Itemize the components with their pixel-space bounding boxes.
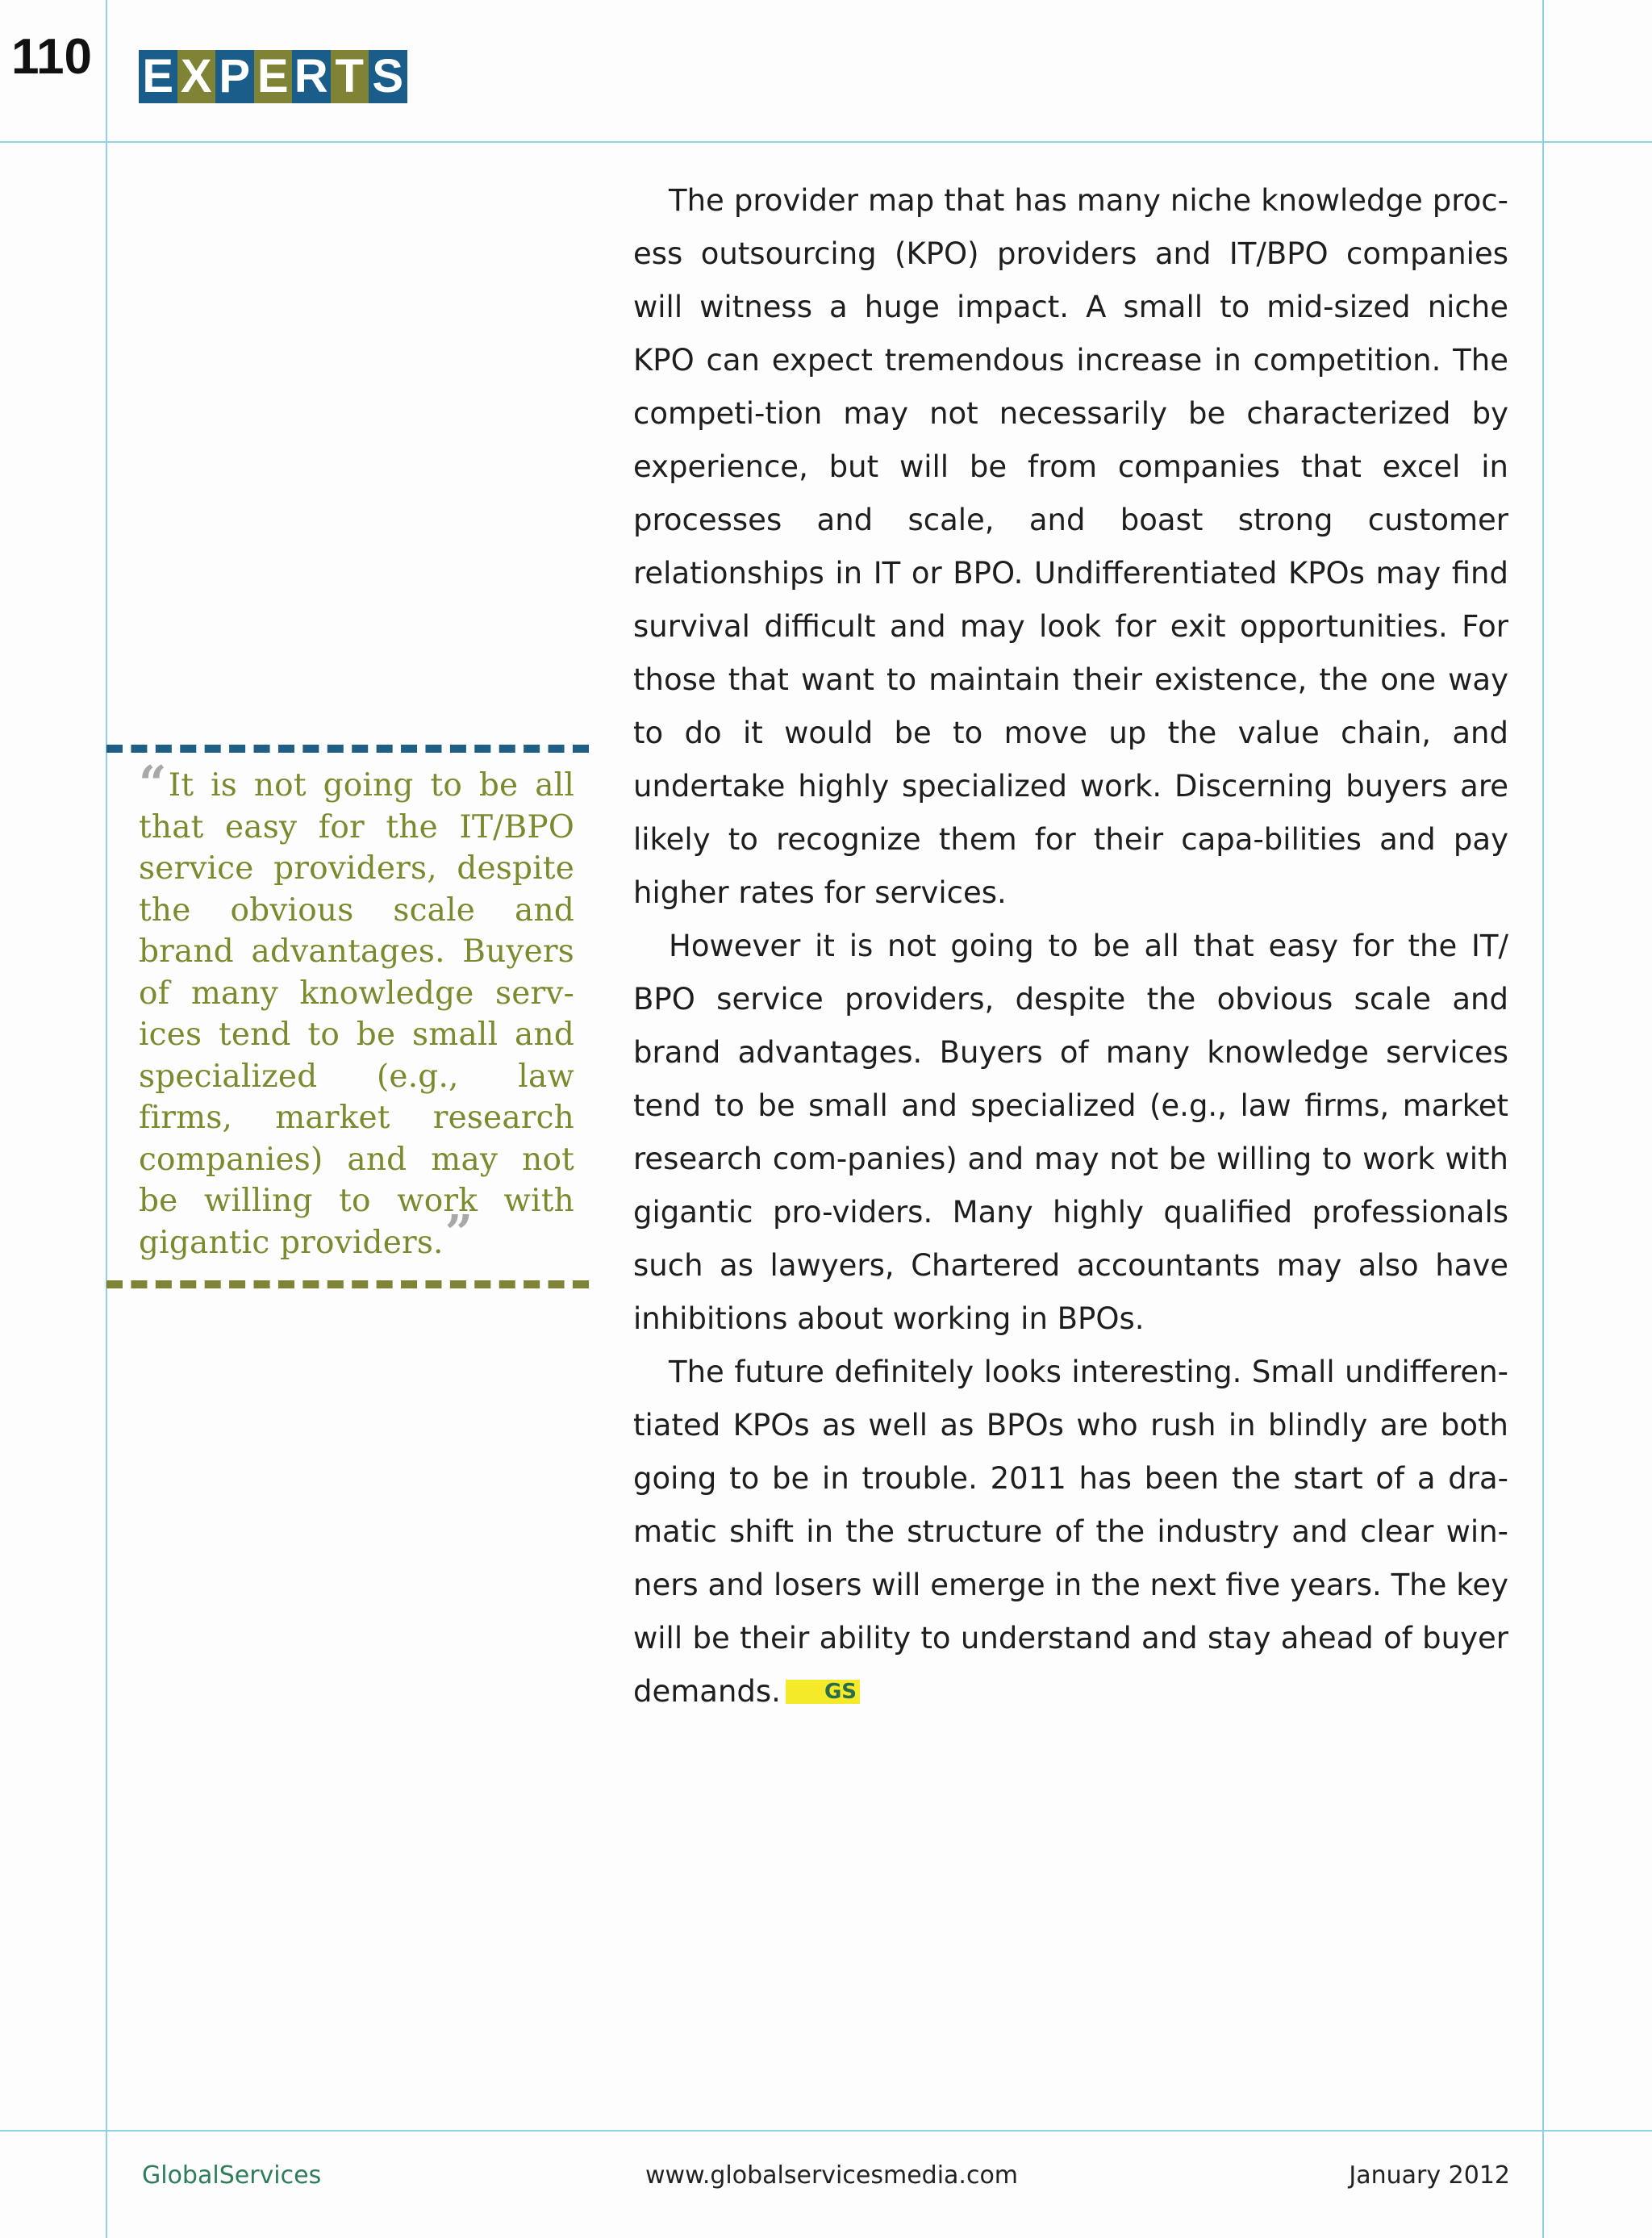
close-quote-mark: ” [444,1205,473,1262]
banner-letter: T [331,50,369,103]
banner-letter: E [139,50,177,103]
footer-date: January 2012 [1349,2161,1510,2190]
article-paragraph: The provider map that has many niche knowledge proc-ess outsourcing (KPO) providers and IT/BPO companies will witness a huge impact. A small to mid-sized niche KPO can expect tremendous increase in competition. The competi-tion may not necessarily be characterized by experience, but will be from companies that excel in processes and scale, and boast strong customer relationships in IT or BPO. Undifferentiated KPOs may find survival difficult and may look for exit opportunities. For those that want to maintain their existence, the one way to do it would be to move up the value chain, and undertake highly specialized work. Discerning buyers are likely to recognize them for their capa-bilities and pay higher rates for services. [633,183,1508,910]
left-margin-rule [106,0,107,2238]
article-paragraph-text: The future definitely looks interesting. Small undifferen-tiated KPOs as well as BPOs who rush in blindly are both going to be in trouble. 2011 has been the start of a dra-matic shift in the structure of the industry and clear win-ners and losers will emerge in the next five years. The key will be their ability to understand and stay ahead of buyer demands. [633,1355,1508,1709]
pull-quote-text: It is not going to be all that easy for the IT/BPO service providers, despite the obvious scale and brand advantages. Buyers of many knowledge serv-ices tend to be small and specialized (e.g., law firms, market research companies) and may not be willing to work with gigantic providers. [139,767,574,1261]
page-number: 110 [11,29,93,85]
article-body [633,174,1508,1718]
pull-quote-top-rule [106,745,589,753]
open-quote-mark: “ [139,756,167,812]
end-mark-badge: GS [786,1680,860,1704]
header-rule [0,141,1652,143]
article-paragraph: However it is not going to be all that easy for the IT/ BPO service providers, despite the obvious scale and brand advantages. Buyers of many knowledge services tend to be small and specialized (e.g., law firms, market research com-panies) and may not be willing to work with gigantic pro-viders. Many highly qualified professionals such as lawyers, Chartered accountants may also have inhibitions about working in BPOs. [633,929,1508,1336]
footer-rule [0,2130,1652,2132]
banner-letter: R [292,50,331,103]
footer-brand-suffix: Services [219,2161,322,2190]
banner-letter: P [215,50,254,103]
banner-letter: X [177,50,216,103]
banner-letter: S [369,50,407,103]
footer-url: www.globalservicesmedia.com [645,2161,1019,2190]
right-margin-rule [1542,0,1544,2238]
article-paragraph [633,1346,1508,1718]
banner-letter: E [254,50,293,103]
footer-brand-prefix: Global [142,2161,219,2190]
pull-quote [139,756,574,1263]
section-banner [139,50,407,103]
footer-brand [142,2162,321,2190]
pull-quote-bottom-rule [106,1280,589,1288]
